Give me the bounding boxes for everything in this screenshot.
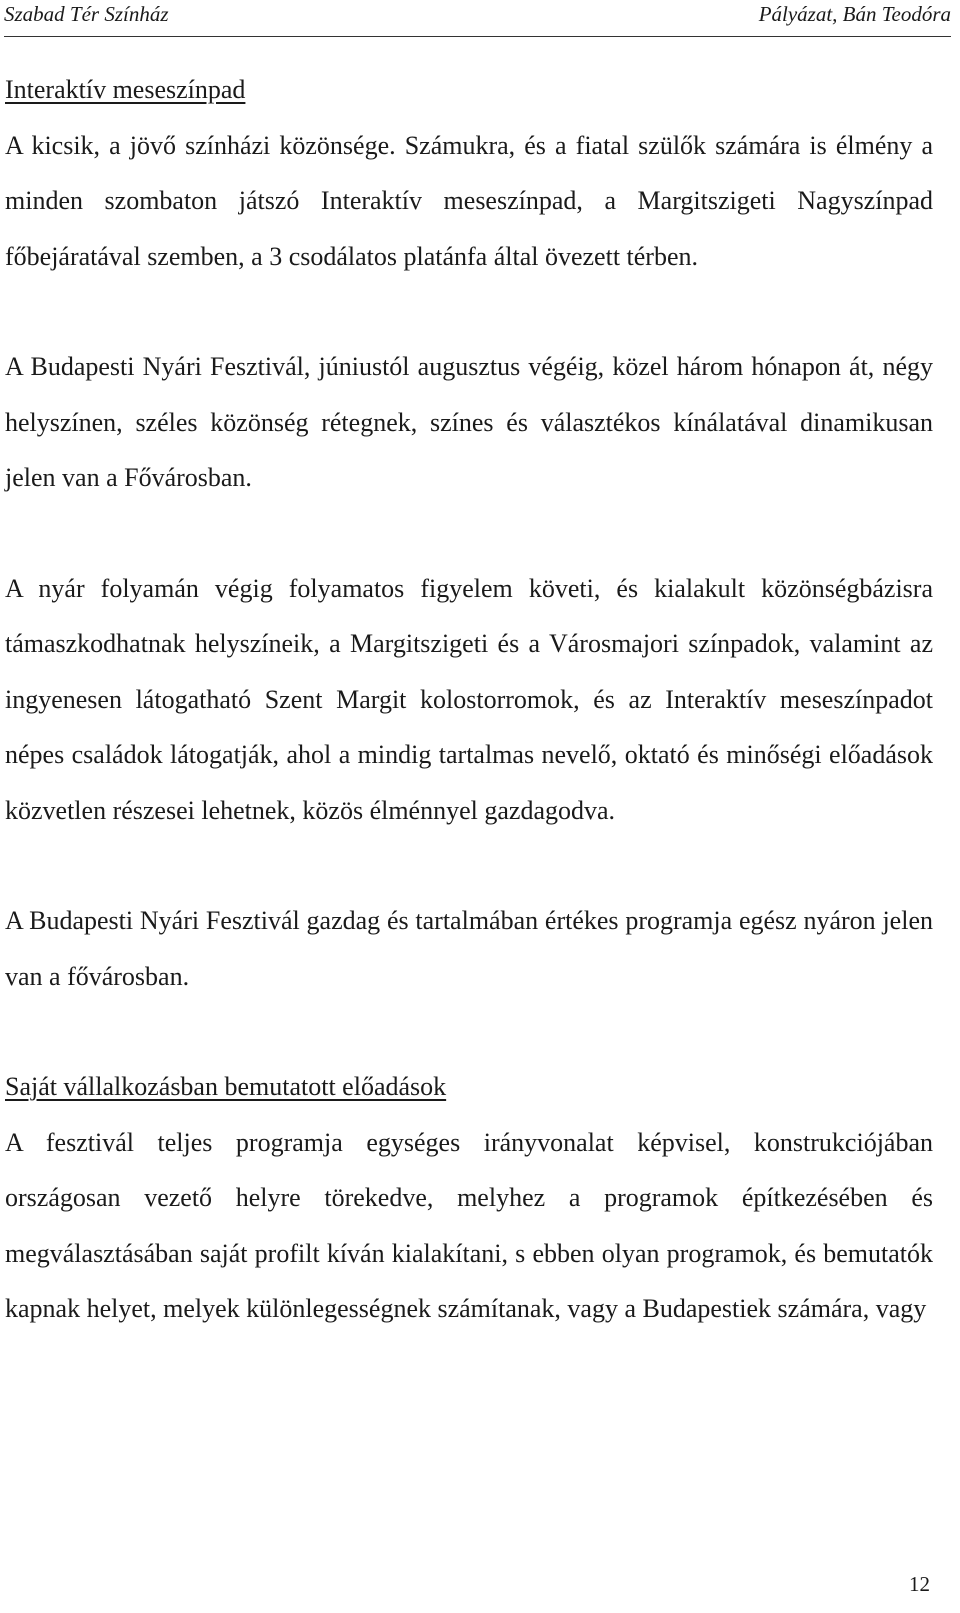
page-header [4, 0, 951, 37]
page-number: 12 [909, 1572, 930, 1596]
header-left-title: Szabad Tér Színház [4, 2, 169, 26]
header-right-title: Pályázat, Bán Teodóra [758, 2, 951, 26]
paragraph-festival-1: A Budapesti Nyári Fesztivál, júniustól augusztus végéig, közel három hónapon át, négy helyszínen, széles közönség rétegnek, színes és választékos kínálatával dinamikusan jelen van a Fővárosban. [5, 352, 933, 492]
section-title-own-productions: Saját vállalkozásban bemutatott előadások [5, 1072, 447, 1101]
paragraph-interactive: A kicsik, a jövő színházi közönsége. Számukra, és a fiatal szülők számára is élmény a minden szombaton játszó Interaktív meseszínpad, a Margitszigeti Nagyszínpad főbejáratával szemben, a 3 csodálatos platánfa által övezett térben. [5, 130, 933, 271]
paragraph-own-productions: A fesztivál teljes programja egységes irányvonalat képvisel, konstrukciójában országosan vezető helyre törekedve, melyhez a programok építkezésében és megválasztásában saját profilt kíván kialakítani, s ebben olyan programok, és bemutatók kapnak helyet, melyek különlegességnek számítanak, vagy a Budapestiek számára, vagy [5, 1127, 933, 1323]
paragraph-festival-2: A nyár folyamán végig folyamatos figyelem követi, és kialakult közönségbázisra támaszkodhatnak helyszíneik, a Margitszigeti és a Városmajori színpadok, valamint az ingyenesen látogatható Szent Margit kolostorromok, és az Interaktív meseszínpadot népes családok látogatják, ahol a mindig tartalmas nevelő, oktató és minőségi előadások közvetlen részesei lehetnek, közös élménnyel gazdagodva. [5, 573, 933, 825]
paragraph-festival-3: A Budapesti Nyári Fesztivál gazdag és tartalmában értékes programja egész nyáron jelen van a fővárosban. [5, 906, 933, 991]
document-body [5, 62, 933, 1337]
section-title-interactive: Interaktív meseszínpad [5, 75, 246, 104]
